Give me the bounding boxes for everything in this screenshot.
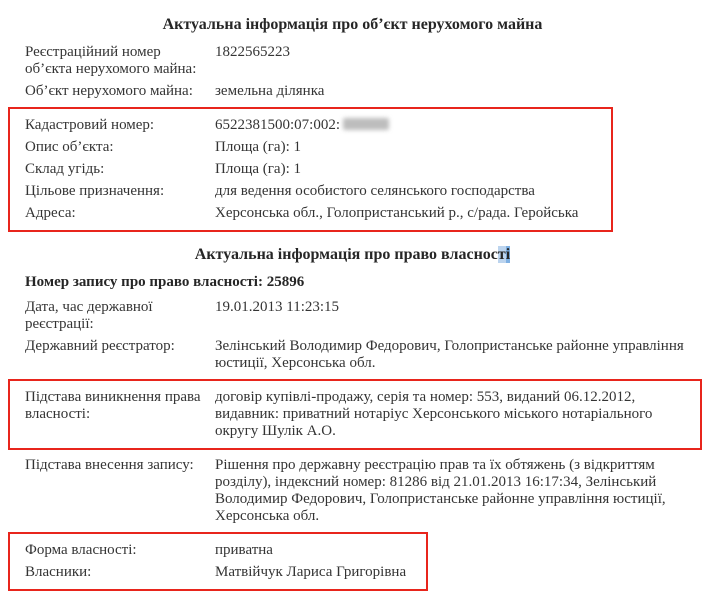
field-label: Адреса:: [25, 205, 76, 221]
field-label: Об’єкт нерухомого майна:: [25, 83, 193, 99]
cadastral-number-visible: 6522381500:07:002:: [215, 117, 341, 133]
field-label: Дата, час державної реєстрації:: [25, 299, 153, 332]
field-value: для ведення особистого селянського господарства: [215, 183, 535, 199]
field-row-entry-basis: [0, 457, 705, 525]
field-row-owners: [25, 564, 426, 581]
field-value: договір купівлі-продажу, серія та номер: 553, виданий 06.12.2012, видавник: приватний нотаріус Херсонського міського нотаріального округу Шулік А.О.: [215, 389, 653, 439]
object-section-title: Актуальна інформація про об’єкт нерухомого майна: [162, 16, 543, 33]
ownership-record-number-line: Номер запису про право власності: 25896: [25, 274, 305, 290]
field-value: Матвійчук Лариса Григорівна: [215, 564, 407, 580]
annotation-box-ownership-basis: [8, 379, 702, 450]
field-label: Реєстраційний номер об’єкта нерухомого майна:: [25, 44, 197, 77]
field-label: Кадастровий номер:: [25, 117, 155, 133]
field-row-ownership-form: [25, 542, 426, 559]
field-row-object-description: [25, 139, 611, 156]
field-row-cadastral-number: [25, 117, 611, 134]
field-label: Форма власності:: [25, 542, 137, 558]
find-highlight-match: т: [497, 246, 506, 263]
field-value: Зелінський Володимир Федорович, Голопристанське районне управління юстиції, Херсонська обл.: [215, 338, 684, 371]
field-value: [215, 117, 389, 134]
field-row-object-type: [0, 83, 705, 100]
annotation-box-owners: [8, 532, 428, 591]
redacted-blur: [343, 118, 389, 130]
field-value: Херсонська обл., Голопристанський р., с/рада. Геройська: [215, 205, 579, 221]
field-label: Підстава внесення запису:: [25, 457, 194, 473]
field-value: Рішення про державну реєстрацію прав та їх обтяжень (з відкриттям розділу), індексний номер: 81286 від 21.01.2013 16:17:34, Зелінський Володимир Федорович, Голопристанське районне управління юстиції, Херсонська обл.: [215, 457, 666, 524]
annotation-box-object-details: [8, 107, 613, 232]
field-row-address: [25, 205, 611, 222]
field-label: Опис об’єкта:: [25, 139, 114, 155]
field-value: приватна: [215, 542, 273, 558]
find-highlight-active: і: [505, 246, 511, 263]
field-row-registration-number: [0, 44, 705, 78]
field-value: 1822565223: [215, 44, 290, 60]
field-label: Цільове призначення:: [25, 183, 165, 199]
ownership-title-text: Актуальна інформація про право власнос: [194, 246, 498, 263]
field-label: Підстава виникнення права власності:: [25, 389, 201, 422]
field-label: Державний реєстратор:: [25, 338, 175, 354]
field-row-land-composition: [25, 161, 611, 178]
field-value: Площа (га): 1: [215, 161, 301, 177]
field-value: Площа (га): 1: [215, 139, 301, 155]
field-row-state-registrar: [0, 338, 705, 372]
field-label: Склад угідь:: [25, 161, 105, 177]
field-value: земельна ділянка: [215, 83, 325, 99]
field-row-purpose: [25, 183, 611, 200]
field-row-ownership-basis: [25, 389, 700, 440]
field-value: 19.01.2013 11:23:15: [215, 299, 340, 315]
field-row-registration-datetime: [0, 299, 705, 333]
field-label: Власники:: [25, 564, 92, 580]
ownership-section-title: [0, 246, 705, 264]
